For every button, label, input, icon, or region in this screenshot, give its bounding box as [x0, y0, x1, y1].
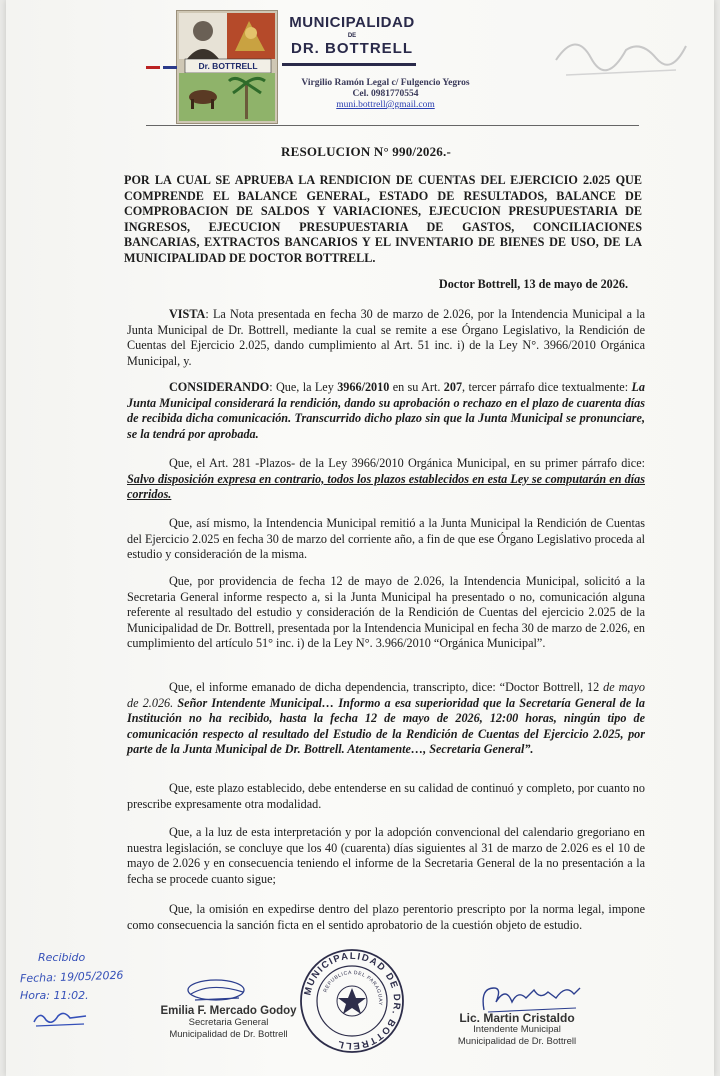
paragraph-omision [127, 902, 645, 933]
seal-inner-text: REPUBLICA DEL PARAGUAY [322, 969, 384, 1007]
logo-label: Dr. BOTTRELL [198, 61, 258, 71]
phone: Cel. 0981770554 [352, 89, 419, 99]
informe-text: Que, el informe emanado de dicha dependencia, transcripto, dice: “Doctor Bottrell, 12 [169, 680, 604, 694]
considerando-text-b: en su Art. [389, 380, 444, 394]
considerando-law: 3966/2010 [337, 380, 390, 394]
considerando-paragraph [127, 380, 645, 442]
paragraph-providencia [127, 574, 645, 652]
decor-dash-red [146, 66, 160, 69]
header-underline [282, 63, 416, 66]
mayor-signature-block [452, 1012, 582, 1048]
considerando-text-a: : Que, la Ley [269, 380, 338, 394]
informe-quote: Señor Intendente Municipal… Informo a esa superioridad que la Secretaría General de la Institución no ha recibido, hasta la fecha 12 de mayo de 2026, 12:00 horas, ningún tipo de comunicación respecto al resultado del Estudio de la Rendición de Cuentas del Ejercicio 2.025, por parte de la Junta Municipal de Dr. Bottrell. Atentamente…, Secretaria General”. [127, 695, 645, 757]
informe-date-italic: de mayo de 2.026. [127, 680, 645, 710]
vista-text: : La Nota presentada en fecha 30 de marzo de 2.026, por la Intendencia Municipal a la Junta Municipal de Dr. Bottrell, mediante la cual se remite a ese Órgano Legislativo, la Rendición de Cuentas del Ejercicio 2.025, dando cumplimiento al Art. 51 inc. i) de la Ley N°. 3966/2010 Orgánica Municipal, y. [127, 307, 645, 368]
email-link[interactable]: muni.bottrell@gmail.com [336, 100, 435, 110]
considerando-quote: La Junta Municipal considerará la rendición, dando su aprobación o rechazo en el plazo de cuarenta días de recibida dicha comunicación. Transcurrido dicho plazo sin que la Junta Municipal se pronunciare, se la tendrá por aprobada. [127, 380, 645, 441]
official-seal [299, 948, 405, 1054]
resolution-subject: POR LA CUAL SE APRUEBA LA RENDICION DE CUENTAS DEL EJERCICIO 2.025 QUE COMPRENDE EL BALANCE GENERAL, ESTADO DE RESULTADOS, BALANCE DE COMPROBACION DE SALDOS Y VARIACIONES, EJECUCION PRESUPUESTARIA DE INGRESOS, EJECUCION PRESUPUESTARIA DE GASTOS, CONCILIACIONES BANCARIAS, EXTRACTOS BANCARIOS Y EL INVENTARIO DE BIENES DE USO, DE LA MUNICIPALIDAD DE DOCTOR BOTTRELL. [124, 173, 642, 265]
secretary-org: Municipalidad de Dr. Bottrell [169, 1029, 288, 1040]
faint-signature-mark [546, 20, 696, 90]
interpretacion-text: Que, a la luz de esta interpretación y por la adopción convencional del calendario gregoriano en nuestra legislación, se concluye que los 40 (cuarenta) días siguientes al 31 de marzo de 2.026 es el 10 de mayo de 2.026 y en consecuencia teniendo el informe de la Secretaria General de la no presentación a la fecha se procede cuanto sigue; [127, 825, 645, 886]
art-281-text: Que, el Art. 281 -Plazos- de la Ley 3966/2010 Orgánica Municipal, en su primer párrafo dice: [169, 456, 645, 470]
providencia-text: Que, por providencia de fecha 12 de mayo de 2.026, la Intendencia Municipal, solicitó a la Secretaria General informe respecto a, si la Junta Municipal ha presentado o no, comunicación alguna referente al resultado del estudio y consideración de la Rendición de Cuentas del ejercicio 2.025 de la Municipalidad de Dr. Bottrell, presentada por la Intendencia Municipal en fecha 30 de marzo de 2.026, en cumplimiento del artículo 51° inc. i) de la Ley N°. 3.966/2010 “Orgánica Municipal”. [127, 574, 645, 651]
secretary-title: Secretaria General [188, 1017, 269, 1028]
received-time: Hora: 11:02. [20, 989, 89, 1002]
resolution-date: Doctor Bottrell, 13 de mayo de 2026. [438, 277, 628, 291]
resolution-title: RESOLUCION N° 990/2026.- [281, 144, 451, 159]
art-281-quote: Salvo disposición expresa en contrario, todos los plazos establecidos en esta Ley se computarán en días corridos. [127, 471, 645, 502]
paragraph-informe [127, 680, 645, 758]
mayor-org: Municipalidad de Dr. Bottrell [457, 1036, 577, 1047]
vista-label: VISTA [169, 307, 206, 321]
omision-text: Que, la omisión en expedirse dentro del plazo perentorio prescripto por la norma legal, impone como consecuencia la sanción ficta en el sentido aprobatorio de la cuestión objeto de estudio. [127, 902, 645, 932]
mayor-title: Intendente Municipal [473, 1024, 561, 1035]
municipality-name [282, 14, 422, 57]
municipality-line1: MUNICIPALIDAD [289, 14, 415, 31]
received-initials [30, 1006, 90, 1030]
plazo-text: Que, este plazo establecido, debe entenderse en su calidad de continuó y completo, por cuanto no prescribe expresamente otra modalidad. [127, 781, 645, 811]
contact-block [288, 78, 483, 111]
considerando-label: CONSIDERANDO [169, 380, 270, 394]
municipality-de: DE [347, 33, 357, 39]
received-note [20, 948, 150, 1005]
vista-paragraph [127, 307, 645, 369]
municipality-line2: DR. BOTTRELL [291, 40, 413, 57]
paragraph-remision [127, 516, 645, 563]
secretary-signature-block [156, 1005, 301, 1041]
paragraph-art-281 [127, 456, 645, 503]
remision-text: Que, así mismo, la Intendencia Municipal remitió a la Junta Municipal la Rendición de Cuentas del Ejercicio 2.025 en fecha 30 de marzo del corriente año, a fin de que ese Órgano Legislativo proceda al estudio y consideración de la misma. [127, 516, 645, 562]
header-rule [146, 125, 639, 126]
received-date: Fecha: 19/05/2026 [19, 968, 124, 986]
received-label: Recibido [38, 951, 86, 964]
secretary-name: Emilia F. Mercado Godoy [160, 1005, 297, 1017]
considerando-text-c: , tercer párrafo dice textualmente: [462, 380, 632, 394]
mayor-name: Lic. Martin Cristaldo [459, 1011, 575, 1025]
address: Virgilio Ramón Legal c/ Fulgencio Yegros [301, 78, 470, 88]
considerando-article: 207 [443, 380, 463, 394]
decor-dash-blue [163, 66, 177, 69]
document-page [6, 0, 714, 1076]
paragraph-interpretacion [127, 825, 645, 887]
municipal-logo [176, 10, 278, 124]
paragraph-plazo [127, 781, 645, 812]
seal-outer-text: MUNICIPALIDAD DE DR. BOTTRELL [302, 950, 403, 1052]
